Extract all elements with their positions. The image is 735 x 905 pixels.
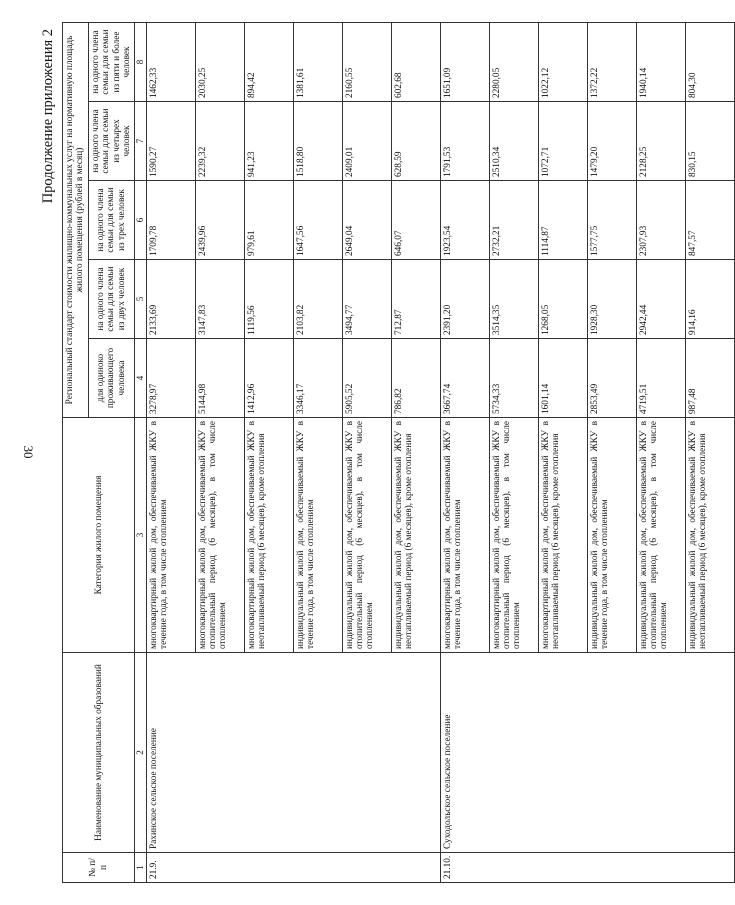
value-cell: 3346,17: [293, 338, 342, 417]
value-cell: 1651,09: [440, 22, 489, 101]
value-cell: 2439,96: [195, 180, 244, 259]
category-cell: многоквартирный жилой дом, обеспечиваемый ЖКУ в отопительный период (6 месяцев), в том числе отоплением: [195, 417, 244, 652]
category-cell: индивидуальный жилой дом, обеспечиваемый ЖКУ в неотапливаемый период (6 месяцев), кроме отопления: [391, 417, 440, 652]
header-municipality: Наименование муниципальных образований: [63, 652, 135, 852]
page-number: 30: [21, 445, 36, 459]
category-cell: многоквартирный жилой дом, обеспечиваемый ЖКУ в отопительный период (6 месяцев), в том числе отоплением: [489, 417, 538, 652]
value-cell: 786,82: [391, 338, 440, 417]
value-cell: 628,59: [391, 101, 440, 180]
value-cell: 1590,27: [146, 101, 195, 180]
header-sub-5: на одного члена семьи для семьи из пяти и более человек: [88, 22, 135, 101]
value-cell: 1119,56: [244, 259, 293, 338]
table-row: [146, 22, 195, 882]
value-cell: 2128,25: [636, 101, 685, 180]
value-cell: 894,42: [244, 22, 293, 101]
value-cell: 2510,34: [489, 101, 538, 180]
header-num: № п/п: [63, 852, 135, 882]
value-cell: 1372,22: [587, 22, 636, 101]
value-cell: 1709,78: [146, 180, 195, 259]
municipality-name: Суходольское сельское поселение: [440, 652, 734, 852]
value-cell: 987,48: [685, 338, 734, 417]
value-cell: 1518,80: [293, 101, 342, 180]
value-cell: 979,61: [244, 180, 293, 259]
value-cell: 2732,21: [489, 180, 538, 259]
category-cell: многоквартирный жилой дом, обеспечиваемый ЖКУ в неотапливаемый период (6 месяцев), кроме отопления: [244, 417, 293, 652]
value-cell: 2133,69: [146, 259, 195, 338]
column-number: 4: [135, 338, 146, 417]
value-cell: 1791,53: [440, 101, 489, 180]
value-cell: 1022,12: [538, 22, 587, 101]
column-number: 6: [135, 180, 146, 259]
value-cell: 5905,52: [342, 338, 391, 417]
value-cell: 1412,96: [244, 338, 293, 417]
value-cell: 1928,30: [587, 259, 636, 338]
rotated-page: [40, 23, 708, 883]
value-cell: 3278,97: [146, 338, 195, 417]
value-cell: 712,87: [391, 259, 440, 338]
value-cell: 1647,56: [293, 180, 342, 259]
value-cell: 2942,44: [636, 259, 685, 338]
value-cell: 5734,33: [489, 338, 538, 417]
value-cell: 602,68: [391, 22, 440, 101]
value-cell: 2239,32: [195, 101, 244, 180]
category-cell: индивидуальный жилой дом, обеспечиваемый ЖКУ в отопительный период (6 месяцев), в том числе отоплением: [342, 417, 391, 652]
value-cell: 4719,51: [636, 338, 685, 417]
header-sub-4: на одного члена семьи для семьи из четырех человек: [88, 101, 135, 180]
column-number: 5: [135, 259, 146, 338]
category-cell: индивидуальный жилой дом, обеспечиваемый ЖКУ в неотапливаемый период (6 месяцев), кроме отопления: [685, 417, 734, 652]
value-cell: 1601,14: [538, 338, 587, 417]
value-cell: 3147,83: [195, 259, 244, 338]
header-standard-group: Региональный стандарт стоимости жилищно-коммунальных услуг на нормативную площадь жилого помещения (рублей в месяц): [63, 22, 89, 417]
value-cell: 1923,54: [440, 180, 489, 259]
table-row: [440, 22, 489, 882]
value-cell: 1462,33: [146, 22, 195, 101]
value-cell: 2280,05: [489, 22, 538, 101]
value-cell: 3667,74: [440, 338, 489, 417]
value-cell: 1577,75: [587, 180, 636, 259]
header-sub-2: на одного члена семьи для семьи из двух человек: [88, 259, 135, 338]
column-numbers-row: [135, 22, 146, 882]
row-number: 21.10.: [440, 852, 734, 882]
value-cell: 1940,14: [636, 22, 685, 101]
standards-table: [62, 21, 735, 882]
value-cell: 2649,04: [342, 180, 391, 259]
value-cell: 5144,98: [195, 338, 244, 417]
column-number: 2: [135, 652, 146, 852]
table-header: [63, 22, 147, 882]
header-category: Категория жилого помещения: [63, 417, 135, 652]
value-cell: 2103,82: [293, 259, 342, 338]
category-cell: многоквартирный жилой дом, обеспечиваемый ЖКУ в течение года, в том числе отоплением: [146, 417, 195, 652]
category-cell: многоквартирный жилой дом, обеспечиваемый ЖКУ в течение года, в том числе отоплением: [440, 417, 489, 652]
column-number: 7: [135, 101, 146, 180]
value-cell: 3514,35: [489, 259, 538, 338]
value-cell: 646,07: [391, 180, 440, 259]
column-number: 3: [135, 417, 146, 652]
category-cell: индивидуальный жилой дом, обеспечиваемый ЖКУ в отопительный период (6 месяцев), в том числе отоплением: [636, 417, 685, 652]
header-sub-3: на одного члена семьи для семьи из трех человек: [88, 180, 135, 259]
column-number: 8: [135, 22, 146, 101]
header-sub-1: для одиноко проживающего человека: [88, 338, 135, 417]
value-cell: 914,16: [685, 259, 734, 338]
category-cell: индивидуальный жилой дом, обеспечиваемый ЖКУ в течение года, в том числе отоплением: [587, 417, 636, 652]
municipality-name: Рахинское сельское поселение: [146, 652, 440, 852]
category-cell: многоквартирный жилой дом, обеспечиваемый ЖКУ в неотапливаемый период (6 месяцев), кроме отопления: [538, 417, 587, 652]
value-cell: 830,15: [685, 101, 734, 180]
category-cell: индивидуальный жилой дом, обеспечиваемый ЖКУ в течение года, в том числе отоплением: [293, 417, 342, 652]
value-cell: 2391,20: [440, 259, 489, 338]
value-cell: 2307,93: [636, 180, 685, 259]
column-number: 1: [135, 852, 146, 882]
value-cell: 2409,01: [342, 101, 391, 180]
value-cell: 2160,55: [342, 22, 391, 101]
value-cell: 1381,61: [293, 22, 342, 101]
value-cell: 3494,77: [342, 259, 391, 338]
table-body: [146, 22, 734, 882]
value-cell: 941,23: [244, 101, 293, 180]
row-number: 21.9.: [146, 852, 440, 882]
value-cell: 804,30: [685, 22, 734, 101]
value-cell: 2030,25: [195, 22, 244, 101]
value-cell: 1479,20: [587, 101, 636, 180]
value-cell: 847,57: [685, 180, 734, 259]
value-cell: 1072,71: [538, 101, 587, 180]
value-cell: 1268,05: [538, 259, 587, 338]
appendix-title: Продолжение приложения 2: [40, 28, 56, 203]
value-cell: 2853,49: [587, 338, 636, 417]
value-cell: 1114,87: [538, 180, 587, 259]
